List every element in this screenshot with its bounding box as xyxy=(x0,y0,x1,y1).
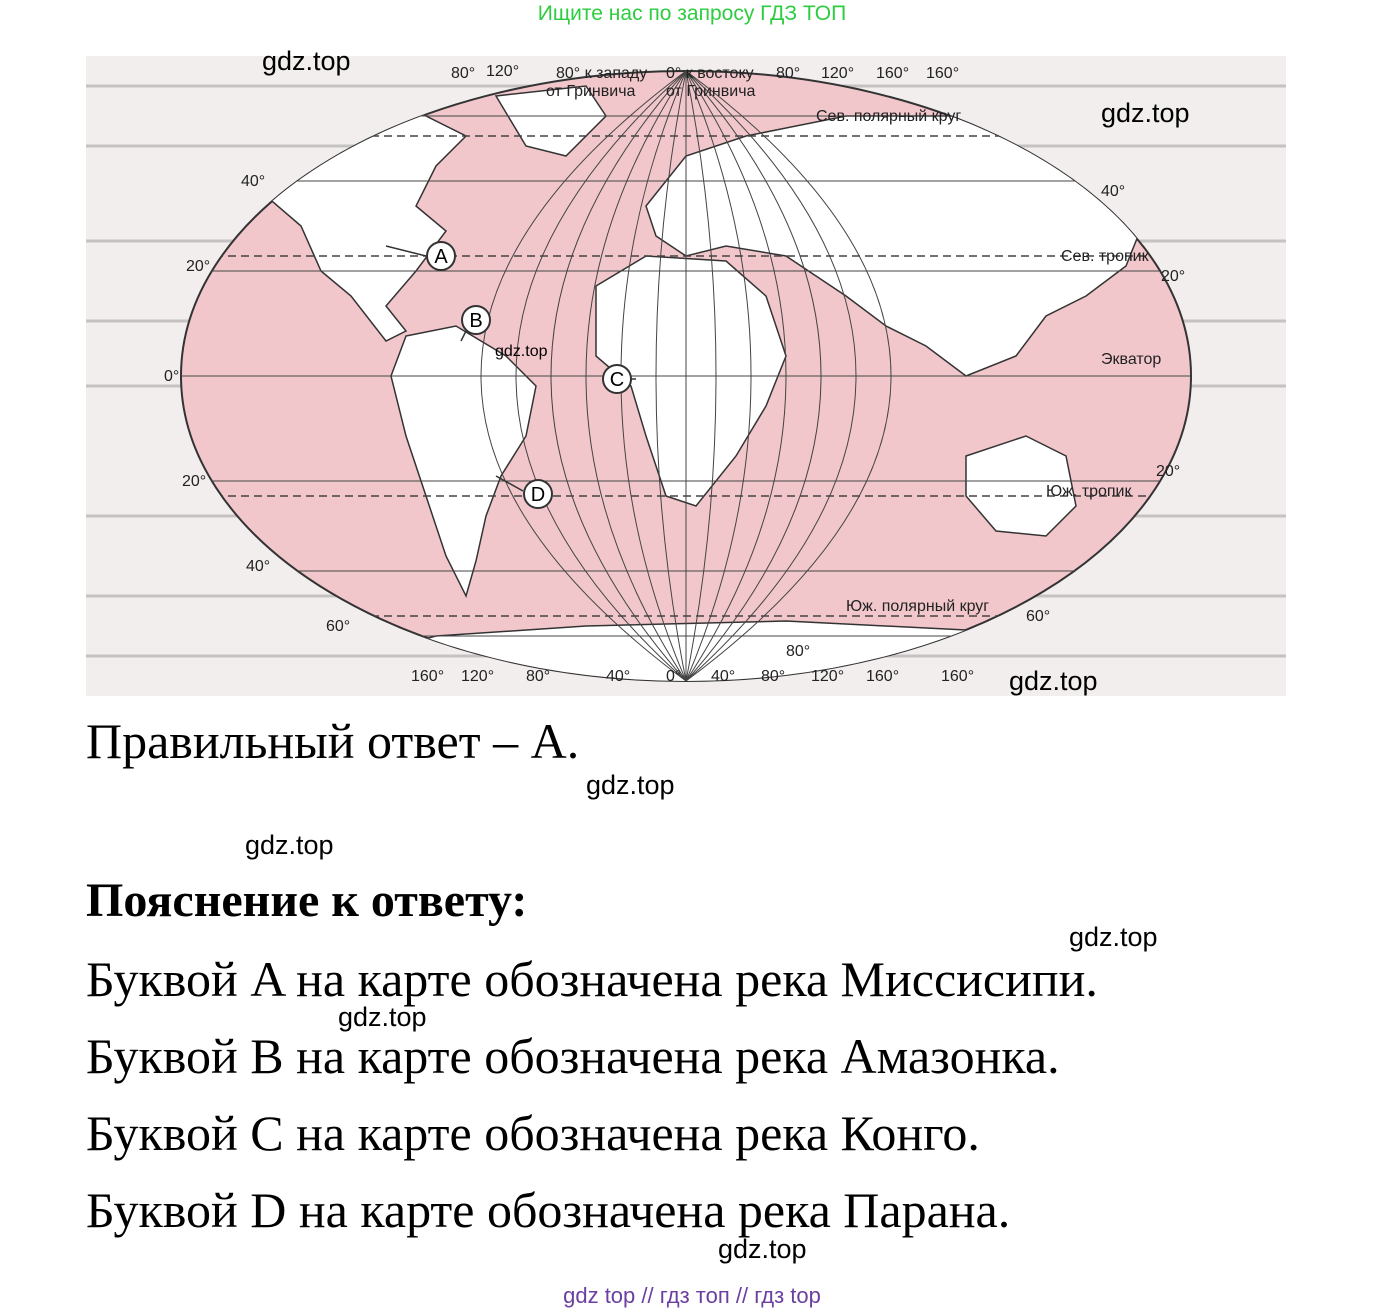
label-from-greenwich-right: от Гринвича xyxy=(666,83,756,100)
top-banner[interactable]: Ищите нас по запросу ГДЗ ТОП xyxy=(537,2,847,25)
watermark: gdz.top xyxy=(262,46,351,76)
lon-top-label: 80° xyxy=(451,65,476,82)
watermark: gdz.top xyxy=(586,770,675,800)
label-lat-20-n: 20° xyxy=(186,258,211,275)
explanation-line: Буквой A на карте обозначена река Миссисипи. xyxy=(86,951,1098,1007)
label-from-greenwich-left: от Гринвича xyxy=(546,83,636,100)
marker-b-letter: B xyxy=(469,310,483,332)
watermark: gdz.top xyxy=(1069,922,1158,952)
label-lat-40-s: 40° xyxy=(246,558,271,575)
answer-text: Правильный ответ – А. xyxy=(86,713,580,769)
label-lat-20-ne: 20° xyxy=(1161,268,1186,285)
marker-c-letter: C xyxy=(609,369,625,391)
lon-top-label: 80° xyxy=(776,65,801,82)
lon-bottom-label: 120° xyxy=(811,668,845,685)
label-lat-40-n: 40° xyxy=(241,173,266,190)
label-lat-20-se: 20° xyxy=(1156,463,1181,480)
lon-bottom-label: 160° xyxy=(411,668,445,685)
label-east-of-greenwich: 0° к востоку xyxy=(666,65,754,82)
label-equator: Экватор xyxy=(1101,351,1162,368)
world-map-svg xyxy=(86,56,1286,696)
watermark: gdz.top xyxy=(1009,666,1098,696)
watermark: gdz.top xyxy=(338,1002,427,1032)
watermark: gdz.top xyxy=(718,1234,807,1264)
lon-bottom-label: 80° xyxy=(761,668,786,685)
lon-bottom-label: 120° xyxy=(461,668,495,685)
lon-bottom-label: 80° xyxy=(526,668,551,685)
lon-bottom-label: 40° xyxy=(606,668,631,685)
label-lat-60-s: 60° xyxy=(326,618,351,635)
world-map xyxy=(86,56,1286,696)
label-north-circle: Сев. полярный круг xyxy=(816,108,962,125)
label-lat-40-ne: 40° xyxy=(1101,183,1126,200)
lon-top-label: 120° xyxy=(486,63,520,80)
label-lat-0: 0° xyxy=(164,368,180,385)
explanation-line: Буквой C на карте обозначена река Конго. xyxy=(86,1105,980,1161)
label-west-of-greenwich: 80° к западу xyxy=(556,65,648,82)
explanation-heading: Пояснение к ответу: xyxy=(86,874,528,927)
lon-top-label: 160° xyxy=(876,65,910,82)
explanation-line: Буквой D на карте обозначена река Парана. xyxy=(86,1182,1011,1238)
lon-top-label: 160° xyxy=(926,65,960,82)
label-north-tropic: Сев. тропик xyxy=(1061,248,1149,265)
marker-a-letter: A xyxy=(434,246,448,268)
lon-top-label: 120° xyxy=(821,65,855,82)
footer-links[interactable]: gdz top // гдз топ // гдз top xyxy=(563,1283,821,1308)
label-lat-80: 80° xyxy=(786,643,811,660)
watermark: gdz.top xyxy=(245,830,334,860)
watermark: gdz.top xyxy=(1101,98,1190,128)
marker-d-letter: D xyxy=(530,484,546,506)
label-lat-20-s: 20° xyxy=(182,473,207,490)
lon-bottom-label: 40° xyxy=(711,668,736,685)
lon-bottom-label: 160° xyxy=(866,668,900,685)
watermark: gdz.top xyxy=(495,343,548,360)
label-lat-60-se: 60° xyxy=(1026,608,1051,625)
label-south-tropic: Юж. тропик xyxy=(1046,483,1132,500)
explanation-line: Буквой B на карте обозначена река Амазонка. xyxy=(86,1028,1060,1084)
lon-bottom-label: 160° xyxy=(941,668,975,685)
lon-bottom-label: 0° xyxy=(666,668,682,685)
label-south-circle: Юж. полярный круг xyxy=(846,598,990,615)
